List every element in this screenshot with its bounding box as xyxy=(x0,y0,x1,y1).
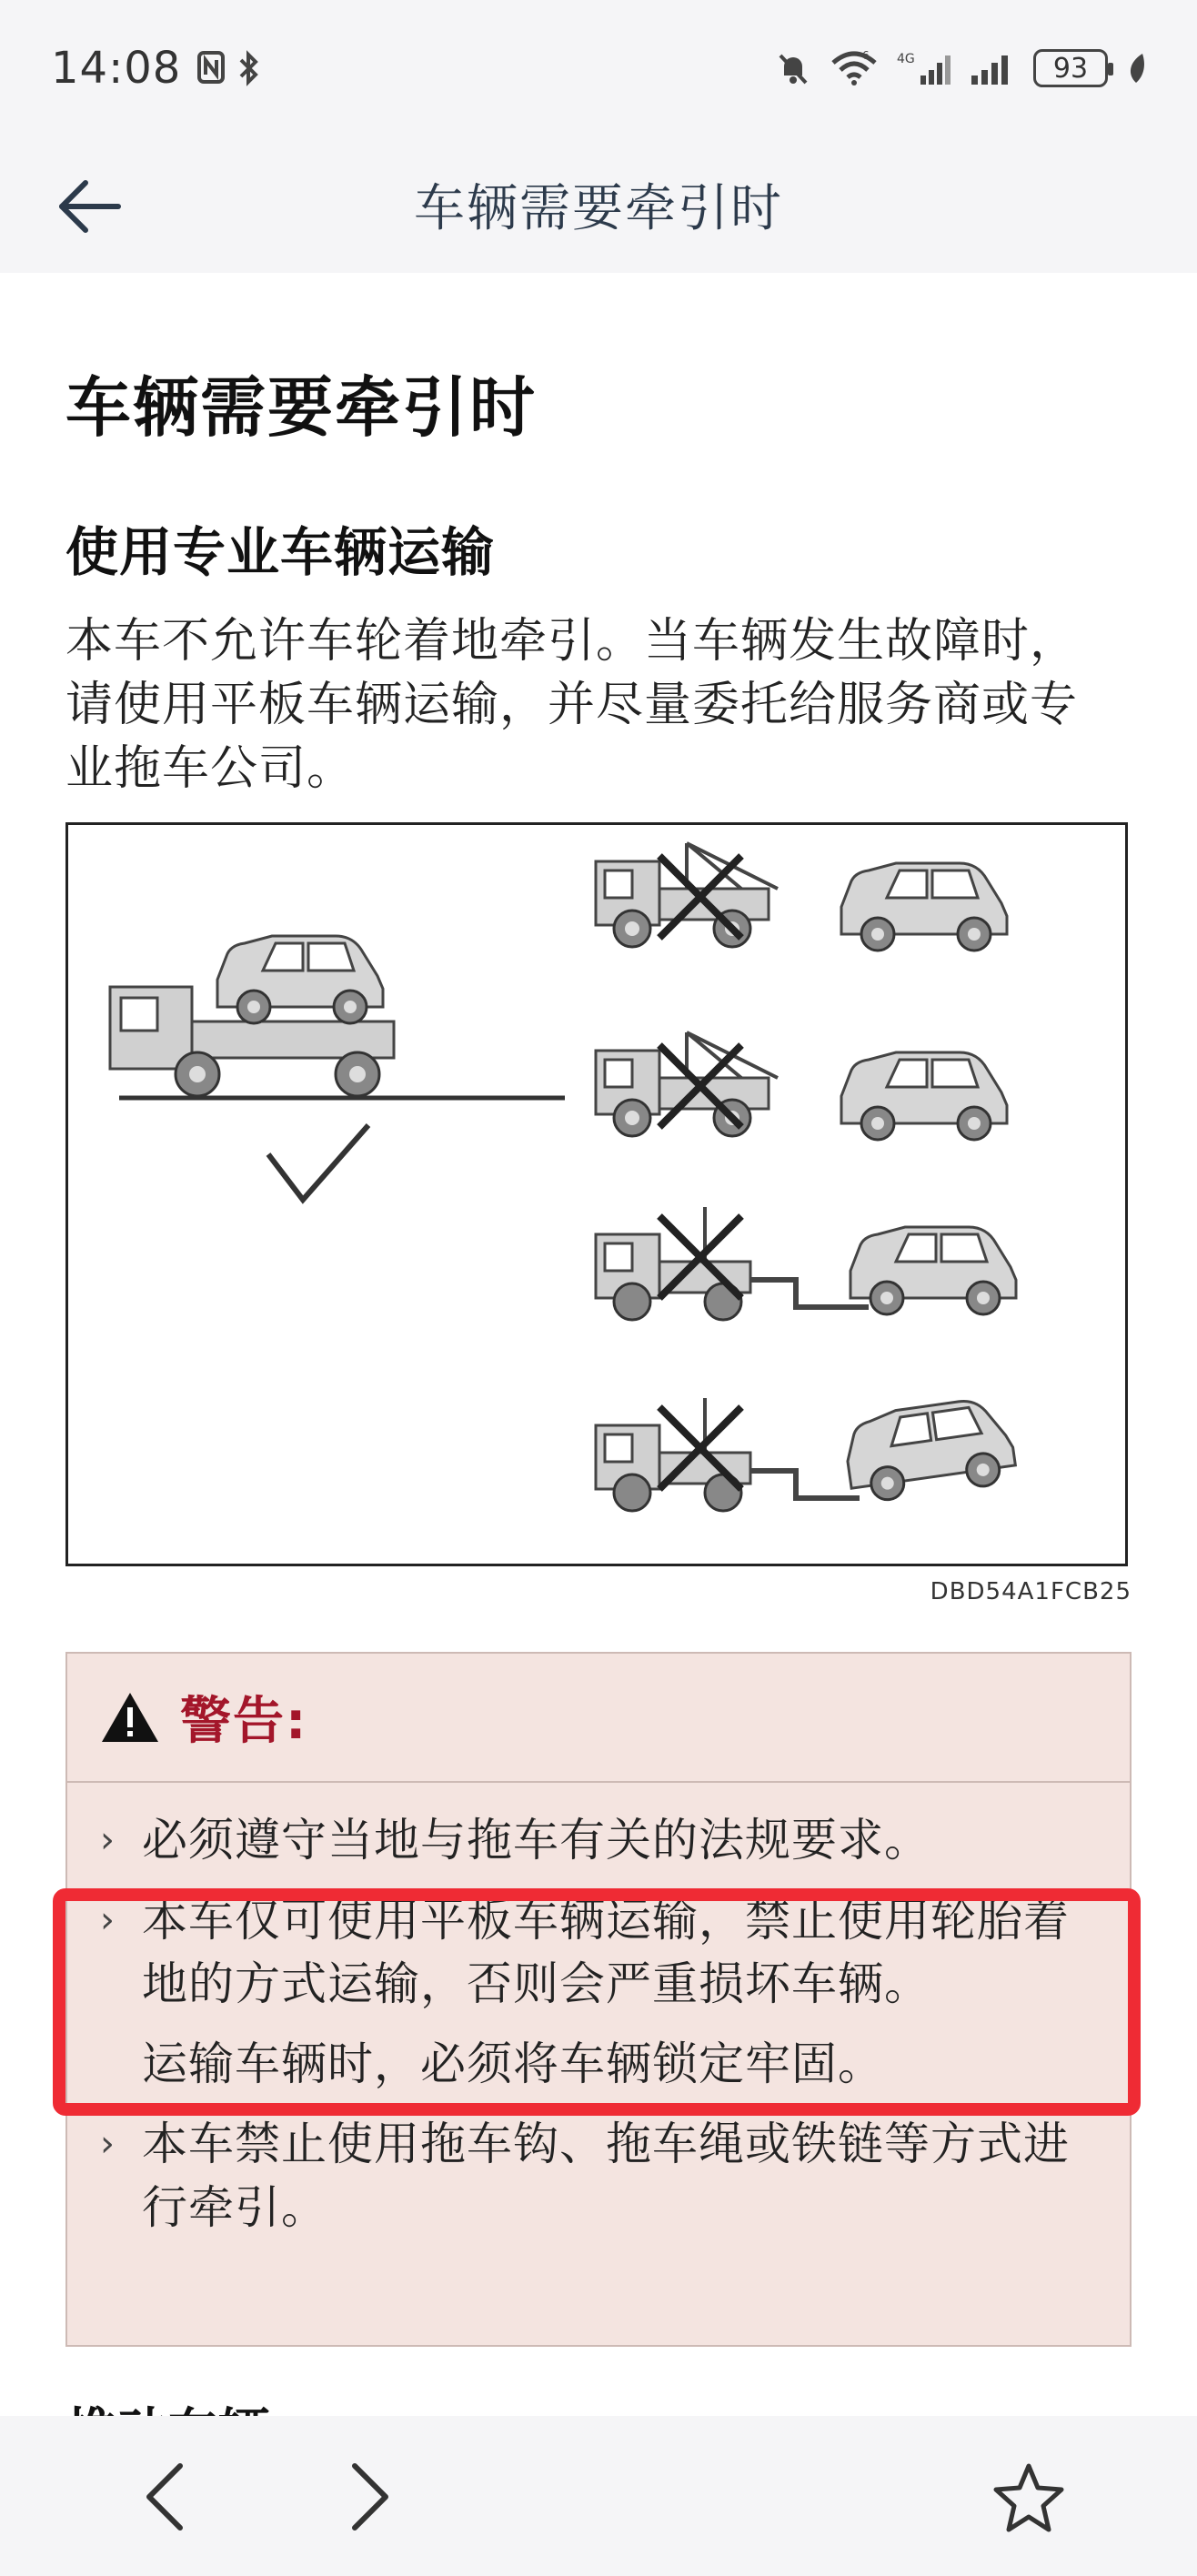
warning-header xyxy=(67,1654,1130,1783)
bottom-nav-bar xyxy=(0,2416,1197,2576)
figure-code: DBD54A1FCB25 xyxy=(930,1578,1132,1605)
wrong-method-3 xyxy=(596,1207,1016,1320)
warning-item-text: 本车仅可使用平板车辆运输，禁止使用轮胎着地的方式运输，否则会严重损坏车辆。 xyxy=(142,1894,1070,2010)
nfc-icon xyxy=(197,51,225,84)
back-button[interactable] xyxy=(56,166,138,247)
chevron-right-icon: › xyxy=(100,1819,116,1861)
chevron-right-icon: › xyxy=(100,1899,116,1941)
mute-icon xyxy=(775,50,811,86)
warning-item xyxy=(100,1888,1110,2016)
app-bar xyxy=(0,136,1197,273)
towing-illustration xyxy=(65,822,1128,1566)
section-heading: 使用专业车辆运输 xyxy=(65,521,496,583)
warning-box xyxy=(65,1652,1132,2347)
back-arrow-icon xyxy=(56,179,122,234)
warning-list xyxy=(100,1808,1110,2256)
previous-page-button[interactable] xyxy=(124,2456,206,2538)
warning-title: 警告: xyxy=(180,1692,308,1751)
battery-level: 93 xyxy=(1052,52,1089,85)
wrong-method-4 xyxy=(596,1395,1018,1511)
paragraph-line: 本车不允许车轮着地牵引。当车辆发生故障时， xyxy=(65,614,1079,669)
warning-item-text: 运输车辆时，必须将车辆锁定牢固。 xyxy=(142,2038,884,2090)
signal-icon xyxy=(970,50,1015,86)
wifi-icon xyxy=(830,50,879,86)
star-icon xyxy=(992,2460,1065,2533)
chevron-right-icon: › xyxy=(100,2123,116,2165)
bluetooth-icon xyxy=(237,51,261,86)
warning-triangle-icon xyxy=(100,1691,160,1744)
bullet-spacer xyxy=(100,2032,142,2096)
flatbed-truck xyxy=(110,936,565,1098)
page-title: 车辆需要牵引时 xyxy=(65,369,538,446)
leaf-icon xyxy=(1126,52,1146,85)
favorite-button[interactable] xyxy=(988,2456,1070,2538)
4g-signal-icon xyxy=(897,50,951,86)
svg-text:6: 6 xyxy=(862,49,870,62)
status-time: 14:08 xyxy=(51,43,182,94)
warning-item xyxy=(100,2032,1110,2096)
status-right xyxy=(775,49,1146,87)
app-bar-title: 车辆需要牵引时 xyxy=(414,179,783,238)
svg-text:4G: 4G xyxy=(897,52,915,66)
battery-icon xyxy=(1033,49,1108,87)
paragraph-line: 请使用平板车辆运输，并尽量委托给服务商或专 xyxy=(65,678,1079,732)
warning-item-text: 本车禁止使用拖车钩、拖车绳或铁链等方式进行牵引。 xyxy=(142,2118,1070,2234)
intro-paragraph xyxy=(65,609,1139,800)
checkmark-icon xyxy=(268,1125,368,1200)
content-area[interactable] xyxy=(0,273,1197,2410)
status-left-icons xyxy=(197,51,261,86)
towing-illustration-svg xyxy=(68,825,1125,1564)
wrong-method-2 xyxy=(596,1032,1007,1140)
warning-item xyxy=(100,1808,1110,1872)
warning-item-text: 必须遵守当地与拖车有关的法规要求。 xyxy=(142,1814,930,1867)
status-bar xyxy=(0,0,1197,136)
paragraph-line: 业拖车公司。 xyxy=(65,741,356,796)
next-page-button[interactable] xyxy=(329,2456,411,2538)
chevron-right-icon xyxy=(347,2460,393,2533)
chevron-left-icon xyxy=(142,2460,187,2533)
warning-item xyxy=(100,2112,1110,2239)
wrong-method-1 xyxy=(596,843,1007,951)
